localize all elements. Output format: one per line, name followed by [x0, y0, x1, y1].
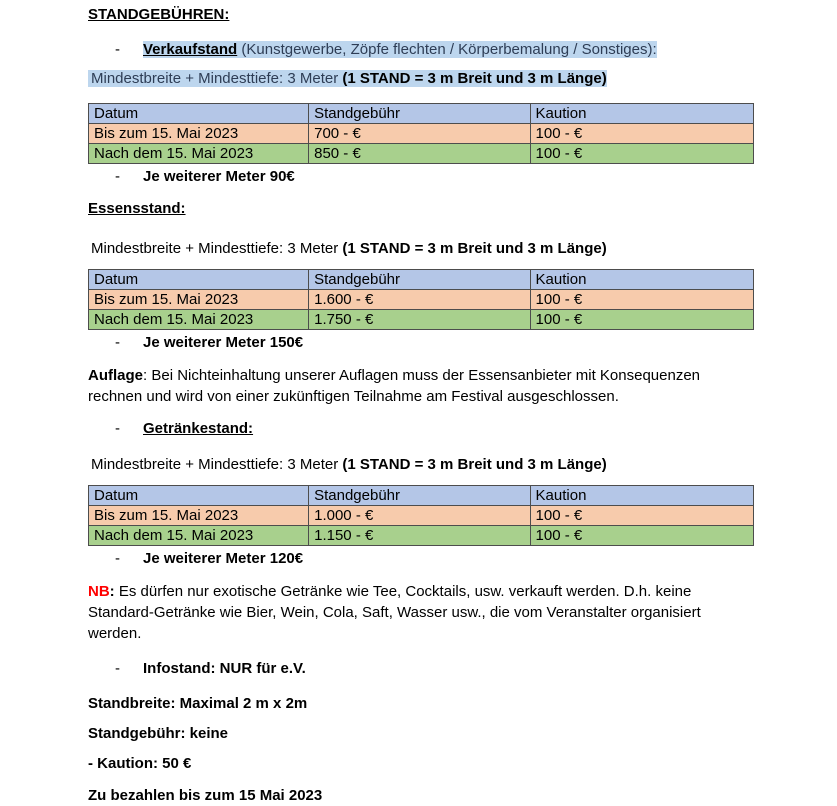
verkaufstand-size-note	[88, 69, 760, 89]
table-row	[89, 124, 754, 144]
zu-bezahlen-line: Zu bezahlen bis zum 15 Mai 2023	[88, 787, 323, 804]
cell-fee: 850 - €	[309, 144, 530, 164]
col-header-datum: Datum	[89, 270, 309, 290]
cell-fee: 700 - €	[309, 124, 530, 144]
extra-meter-text: Je weiterer Meter 120€	[143, 550, 304, 567]
cell-fee: 1.150 - €	[309, 526, 530, 546]
size-note-plain: Mindestbreite + Mindesttiefe: 3 Meter	[91, 240, 343, 257]
size-note-bold: (1 STAND = 3 m Breit und 3 m Länge)	[342, 456, 607, 473]
cell-deposit: 100 - €	[530, 144, 753, 164]
col-header-kaution: Kaution	[530, 486, 753, 506]
verkaufstand-label-suffix: (Kunstgewerbe, Zöpfe flechten / Körperbemalung / Sonstiges):	[237, 41, 657, 58]
verkaufstand-label: Verkaufstand	[143, 41, 238, 58]
table-header-row	[89, 104, 754, 124]
verkaufstand-heading	[143, 40, 657, 60]
cell-deposit: 100 - €	[530, 506, 753, 526]
essensstand-heading: Essensstand:	[88, 200, 186, 217]
standgebuehr-line: Standgebühr: keine	[88, 725, 229, 742]
fee-table-verkaufstand	[88, 103, 754, 164]
verkaufstand-bullet	[88, 40, 760, 60]
size-note-bold: (1 STAND = 3 m Breit und 3 m Länge)	[342, 70, 607, 87]
table-row	[89, 144, 754, 164]
col-header-kaution: Kaution	[530, 104, 753, 124]
cell-fee: 1.600 - €	[309, 290, 530, 310]
essensstand-extra-meter	[88, 333, 760, 353]
essensstand-size-note	[88, 239, 760, 259]
size-note-bold: (1 STAND = 3 m Breit und 3 m Länge)	[342, 240, 607, 257]
nb-label: NB	[88, 583, 110, 600]
getraenkestand-bullet	[88, 419, 760, 439]
cell-fee: 1.750 - €	[309, 310, 530, 330]
col-header-standgebuehr: Standgebühr	[309, 486, 530, 506]
getraenkestand-extra-meter	[88, 549, 760, 569]
cell-date: Nach dem 15. Mai 2023	[89, 144, 309, 164]
bullet-dash: -	[115, 168, 120, 185]
standbreite-line: Standbreite: Maximal 2 m x 2m	[88, 695, 308, 712]
bullet-dash: -	[115, 41, 120, 58]
table-row	[89, 290, 754, 310]
bullet-dash: -	[115, 334, 120, 351]
extra-meter-text: Je weiterer Meter 90€	[143, 168, 295, 185]
kaution-line: - Kaution: 50 €	[88, 755, 192, 772]
col-header-standgebuehr: Standgebühr	[309, 104, 530, 124]
verkaufstand-extra-meter	[88, 167, 760, 187]
cell-date: Nach dem 15. Mai 2023	[89, 526, 309, 546]
cell-deposit: 100 - €	[530, 290, 753, 310]
extra-meter-text: Je weiterer Meter 150€	[143, 334, 304, 351]
fee-table-getraenkestand	[88, 485, 754, 546]
cell-date: Bis zum 15. Mai 2023	[89, 124, 309, 144]
getraenkestand-size-note	[88, 455, 760, 475]
col-header-datum: Datum	[89, 104, 309, 124]
col-header-kaution: Kaution	[530, 270, 753, 290]
table-header-row	[89, 486, 754, 506]
bullet-dash: -	[115, 420, 120, 437]
cell-date: Bis zum 15. Mai 2023	[89, 506, 309, 526]
table-row	[89, 526, 754, 546]
fee-table-essensstand	[88, 269, 754, 330]
cell-deposit: 100 - €	[530, 124, 753, 144]
page-title: STANDGEBÜHREN:	[88, 6, 230, 23]
infostand-heading: Infostand: NUR für e.V.	[143, 660, 306, 677]
table-header-row	[89, 270, 754, 290]
auflage-label: Auflage	[88, 367, 144, 384]
nb-paragraph	[88, 581, 754, 644]
col-header-datum: Datum	[89, 486, 309, 506]
size-note-plain: Mindestbreite + Mindesttiefe: 3 Meter	[91, 70, 343, 87]
col-header-standgebuehr: Standgebühr	[309, 270, 530, 290]
cell-deposit: 100 - €	[530, 526, 753, 546]
infostand-bullet	[88, 659, 760, 679]
cell-deposit: 100 - €	[530, 310, 753, 330]
getraenkestand-heading: Getränkestand:	[143, 420, 254, 437]
cell-date: Nach dem 15. Mai 2023	[89, 310, 309, 330]
table-row	[89, 506, 754, 526]
nb-colon: :	[109, 583, 115, 600]
size-note-plain: Mindestbreite + Mindesttiefe: 3 Meter	[91, 456, 343, 473]
bullet-dash: -	[115, 660, 120, 677]
nb-text: Es dürfen nur exotische Getränke wie Tee, Cocktails, usw. verkauft werden. D.h. keine Standard-Getränke wie Bier, Wein, Cola, Saft, Wasser usw., die vom Veranstalter organisiert werden.	[88, 583, 701, 642]
auflage-text: : Bei Nichteinhaltung unserer Auflagen muss der Essensanbieter mit Konsequenzen rechnen und wird von einer zukünftigen Teilnahme am Festival ausgeschlossen.	[88, 367, 701, 405]
table-row	[89, 310, 754, 330]
auflage-paragraph	[88, 365, 754, 407]
bullet-dash: -	[115, 550, 120, 567]
cell-fee: 1.000 - €	[309, 506, 530, 526]
cell-date: Bis zum 15. Mai 2023	[89, 290, 309, 310]
